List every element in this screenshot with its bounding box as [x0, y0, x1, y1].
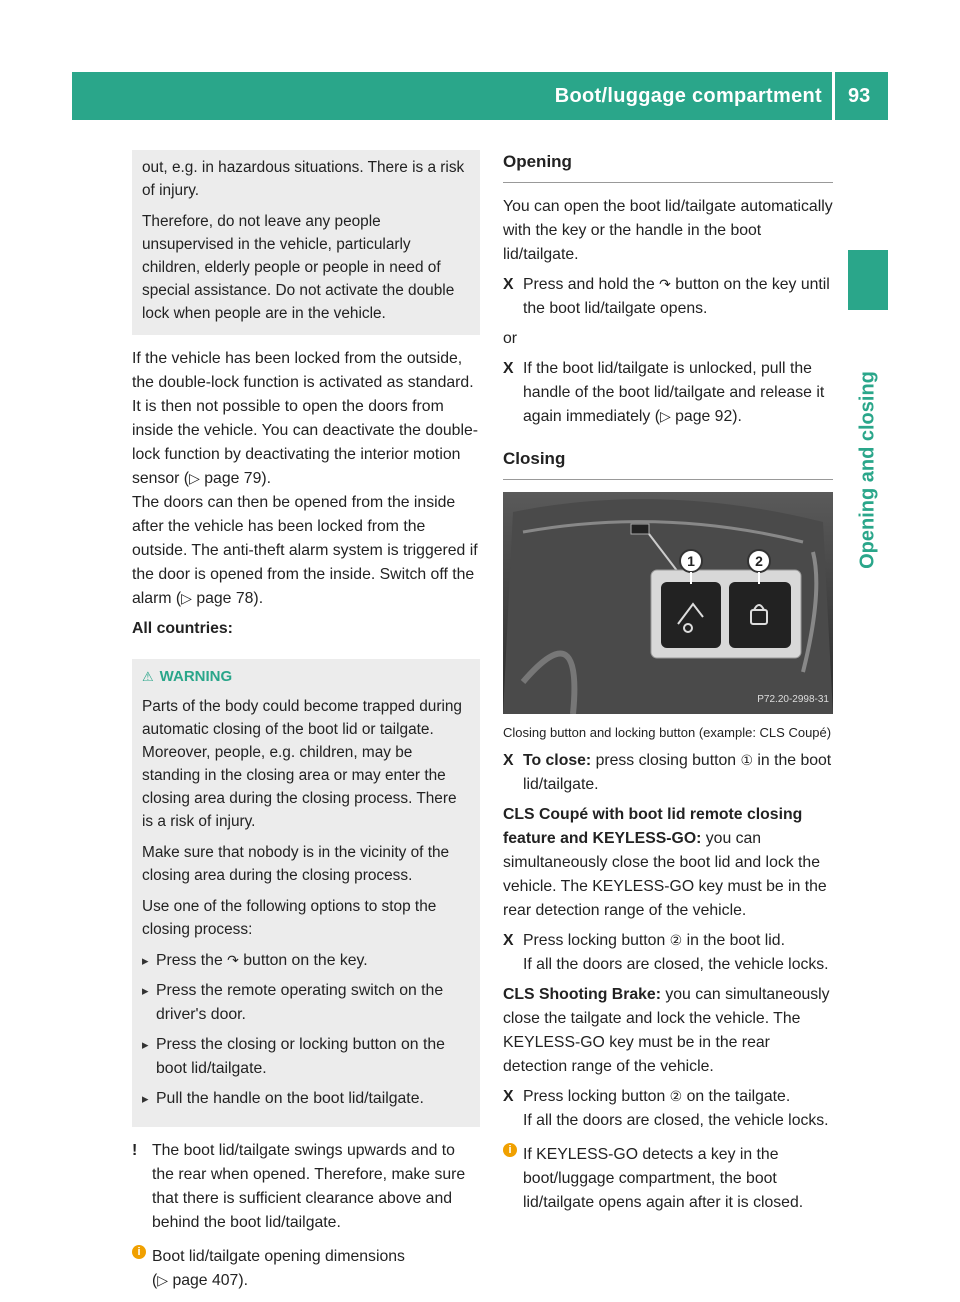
ref-arrow-icon: ▷: [157, 1273, 169, 1289]
body-paragraph-2: The doors can then be opened from the inside after the vehicle has been locked from the outside. The anti-theft alarm system is triggered if the door is opened from the inside. Switch off the alarm (▷ page 78).: [132, 494, 478, 607]
page-ref-407[interactable]: page 407).: [172, 1272, 248, 1289]
callout-2-icon: ②: [669, 933, 683, 949]
opening-step-2: X If the boot lid/tailgate is unlocked, pull the handle of the boot lid/tailgate and release it again immediately (▷ page 92).: [503, 357, 833, 429]
page-ref-92[interactable]: page 92).: [675, 408, 742, 425]
callout-1-icon: ①: [740, 753, 754, 769]
note-info: i Boot lid/tailgate opening dimensions (▷ page 407).: [132, 1245, 480, 1293]
cls-coupe-step: X Press locking button ② in the boot lid. If all the doors are closed, the vehicle locks.: [503, 929, 833, 977]
warning-cont-p1: out, e.g. in hazardous situations. There is a risk of injury.: [142, 159, 465, 199]
photo-code: P72.20-2998-31: [757, 694, 829, 705]
warning-continuation-box: [132, 150, 480, 335]
boot-lid-buttons-photo: [503, 492, 833, 714]
photo-caption: Closing button and locking button (example: CLS Coupé): [503, 725, 832, 740]
callout-2-icon: ②: [669, 1089, 683, 1105]
side-chapter-label: Opening and closing: [856, 371, 879, 569]
ref-arrow-icon: ▷: [181, 591, 192, 607]
step-arrow-icon: X: [503, 276, 514, 293]
warning-triangle-icon: ⚠: [142, 669, 154, 684]
warning-bullet-3: ▸ Press the closing or locking button on the boot lid/tailgate.: [142, 1033, 470, 1081]
note-info-keyless: i If KEYLESS-GO detects a key in the boot/luggage compartment, the boot lid/tailgate opens again after it is closed.: [503, 1143, 833, 1215]
warning-p2: Make sure that nobody is in the vicinity of the closing area during the closing process.: [142, 844, 450, 884]
all-countries-heading: All countries:: [132, 620, 233, 637]
opening-paragraph: You can open the boot lid/tailgate automatically with the key or the handle in the boot lid/tailgate.: [503, 198, 833, 263]
warning-title: ⚠ WARNING: [142, 668, 233, 685]
ref-arrow-icon: ▷: [189, 471, 200, 487]
cls-shooting-brake-result: If all the doors are closed, the vehicle locks.: [523, 1112, 829, 1129]
step-arrow-icon: X: [503, 360, 514, 377]
warning-p1: Parts of the body could become trapped during automatic closing of the boot lid or tailgate. Moreover, people, e.g. children, may be standing in the closing area or may enter the closing area during the closing process. There is a risk of injury.: [142, 698, 462, 830]
warning-p3: Use one of the following options to stop the closing process:: [142, 898, 437, 938]
exclamation-icon: !: [132, 1142, 138, 1159]
cls-coupe-result: If all the doors are closed, the vehicle locks.: [523, 956, 829, 973]
opening-step-1: X Press and hold the ↷ button on the key until the boot lid/tailgate opens.: [503, 273, 833, 321]
warning-cont-p2: Therefore, do not leave any people unsupervised in the vehicle, particularly children, elderly people or people in need of special assistance. Do not activate the double lock when people are in the vehicle.: [142, 213, 455, 322]
page-ref-79[interactable]: page 79).: [204, 470, 272, 487]
cls-shooting-brake-paragraph: CLS Shooting Brake: you can simultaneously close the tailgate and lock the vehicle. The KEYLESS-GO key must be in the rear detection range of the vehicle.: [503, 986, 830, 1075]
opening-heading: Opening: [503, 150, 833, 183]
right-column: [503, 150, 833, 1223]
warning-bullet-4: ▸ Pull the handle on the boot lid/tailgate.: [142, 1087, 470, 1111]
boot-lid-key-icon: ↷: [227, 953, 239, 969]
to-close-step: X To close: press closing button ① in the boot lid/tailgate.: [503, 749, 833, 797]
header-separator: [832, 72, 835, 120]
info-icon: i: [132, 1245, 146, 1259]
note-exclamation: ! The boot lid/tailgate swings upwards and to the rear when opened. Therefore, make sure that there is sufficient clearance above and behind the boot lid/tailgate.: [132, 1139, 480, 1235]
cls-shooting-brake-step: X Press locking button ② on the tailgate. If all the doors are closed, the vehicle locks.: [503, 1085, 833, 1133]
boot-lid-key-icon: ↷: [659, 277, 671, 293]
step-arrow-icon: X: [503, 1088, 514, 1105]
ref-arrow-icon: ▷: [659, 409, 671, 425]
photo-illustration: [503, 492, 833, 714]
page-ref-78[interactable]: page 78).: [196, 590, 264, 607]
step-arrow-icon: X: [503, 752, 514, 769]
left-column: [132, 150, 480, 1301]
cls-coupe-paragraph: CLS Coupé with boot lid remote closing feature and KEYLESS-GO: you can simultaneously close the boot lid and lock the vehicle. The KEYLESS-GO key must be in the rear detection range of the vehicle.: [503, 806, 827, 919]
warning-box: [132, 659, 480, 1127]
svg-text:2: 2: [755, 553, 763, 569]
info-icon: i: [503, 1143, 517, 1157]
warning-bullet-2: ▸ Press the remote operating switch on the driver's door.: [142, 979, 470, 1027]
svg-text:1: 1: [687, 553, 695, 569]
warning-bullet-1: ▸ Press the ↷ button on the key.: [142, 949, 470, 973]
closing-heading: Closing: [503, 447, 833, 480]
body-paragraph-1: If the vehicle has been locked from the outside, the double-lock function is activated as standard. It is then not possible to open the doors from inside the vehicle. You can deactivate the double-lock function by deactivating the interior motion sensor (▷ page 79).: [132, 350, 479, 487]
side-tab: [848, 250, 888, 310]
step-arrow-icon: X: [503, 932, 514, 949]
page-number: 93: [848, 85, 871, 107]
or-text: or: [503, 330, 518, 347]
header-title: Boot/luggage compartment: [554, 85, 822, 107]
